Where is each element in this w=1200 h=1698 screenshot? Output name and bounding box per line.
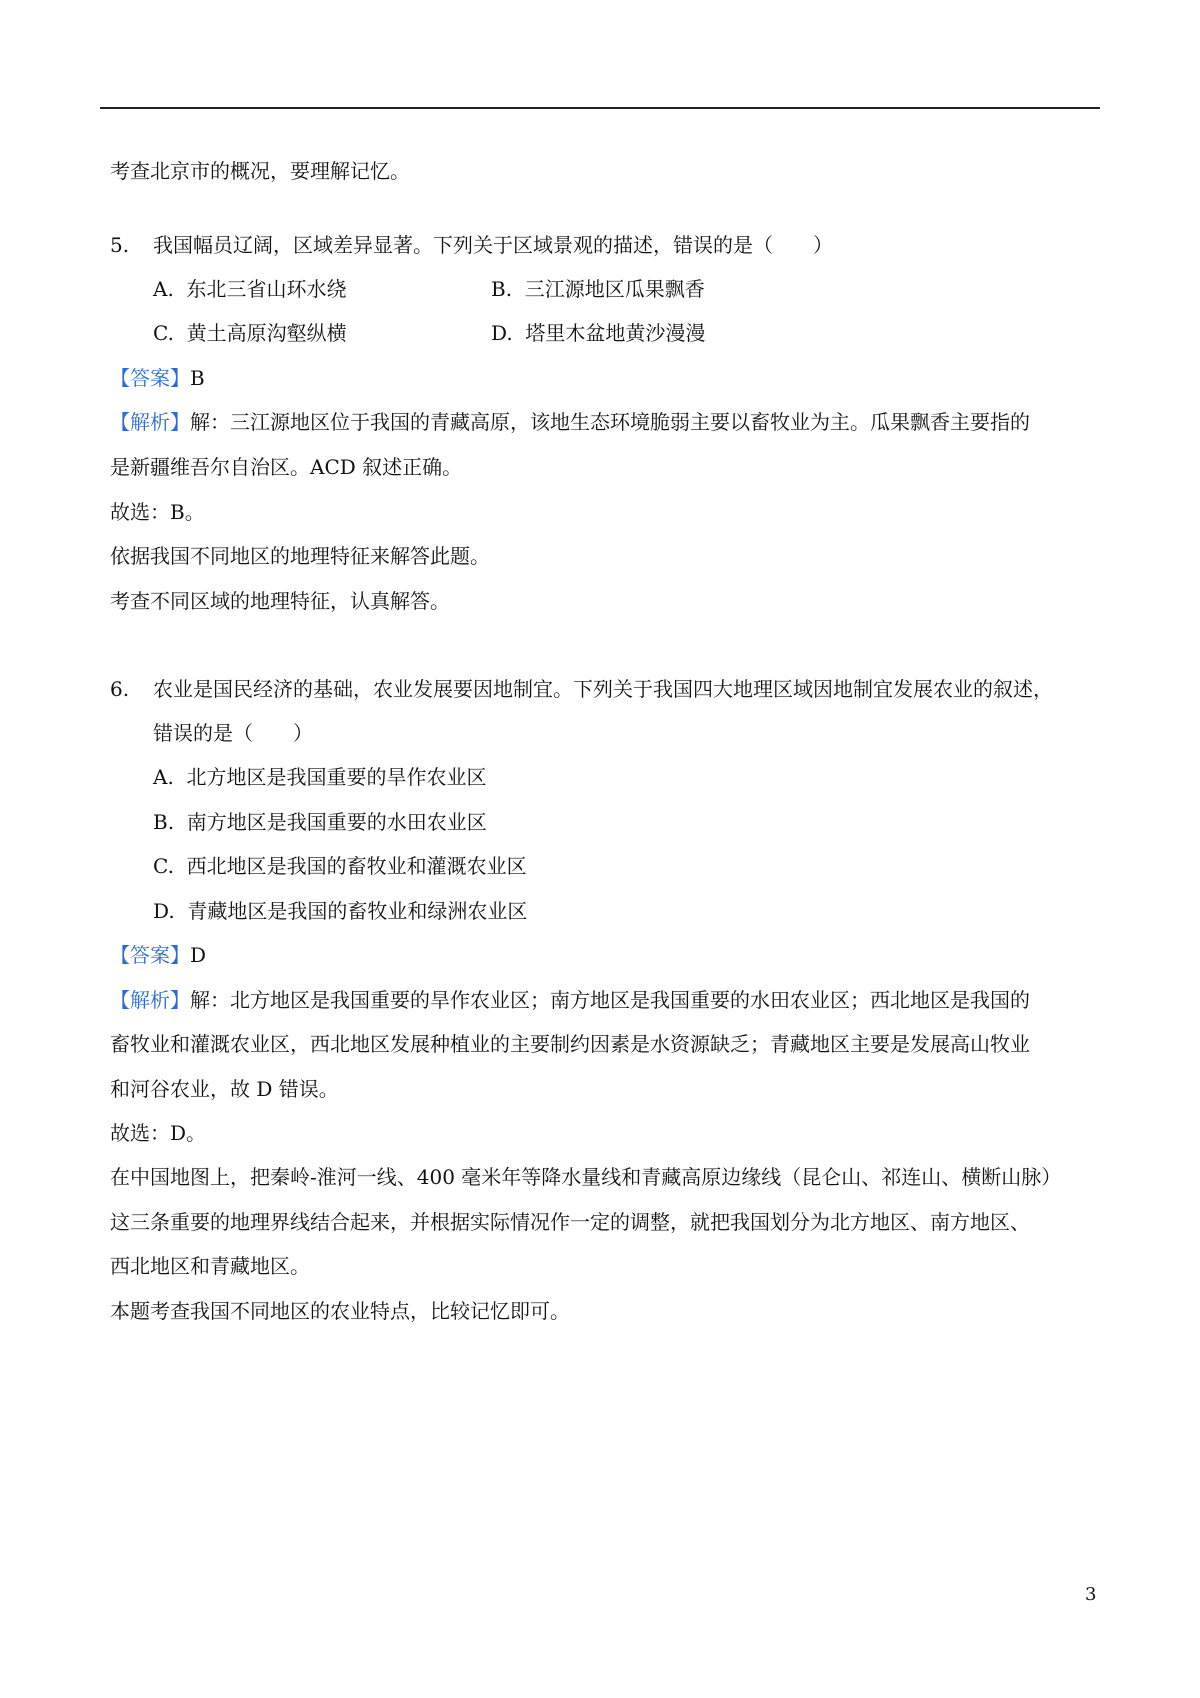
q5-answer-value: B [190,366,205,390]
q5-basis: 依据我国不同地区的地理特征来解答此题。 [110,544,490,568]
q5-answer-tag: 【答案】 [110,366,190,390]
q5-option-c-letter: C. [153,321,174,345]
q6-option-b-letter: B. [153,810,175,834]
q5-option-a [153,276,347,302]
q5-option-d [491,320,705,346]
page-number: 3 [1085,1584,1097,1605]
q6-option-a-letter: A. [153,765,174,789]
q6-analysis-line-3: 和河谷农业，故 D 错误。 [110,1077,339,1101]
q6-number: 6. [110,677,130,701]
q6-option-d [153,898,527,924]
q6-analysis-line-1 [110,987,1030,1013]
q6-analysis-line-2: 畜牧业和灌溉农业区，西北地区发展种植业的主要制约因素是水资源缺乏；青藏地区主要是发展高山牧业 [110,1032,1030,1056]
q5-analysis-tag: 【解析】 [110,410,190,434]
q5-option-c-text: 黄土高原沟壑纵横 [186,321,347,345]
q6-option-c [153,853,527,879]
q6-choose: 故选：D。 [110,1121,207,1145]
q6-option-c-letter: C. [153,854,174,878]
q6-stem-line-1: 农业是国民经济的基础，农业发展要因地制宜。下列关于我国四大地理区域因地制宜发展农业的叙述， [153,677,1053,701]
q6-option-c-text: 西北地区是我国的畜牧业和灌溉农业区 [186,854,527,878]
q6-answer-tag: 【答案】 [110,943,190,967]
q5-stem: 我国幅员辽阔，区域差异显著。下列关于区域景观的描述，错误的是（ ） [153,233,833,257]
q6-option-d-text: 青藏地区是我国的畜牧业和绿洲农业区 [187,899,528,923]
q6-review: 本题考查我国不同地区的农业特点，比较记忆即可。 [110,1299,570,1323]
q5-option-b-text: 三江源地区瓜果飘香 [524,277,705,301]
q5-option-d-letter: D. [491,321,513,345]
q5-option-b-letter: B. [491,277,513,301]
q6-option-b [153,809,487,835]
q6-stem-line-2: 错误的是（ ） [153,721,313,745]
q6-option-a [153,764,487,790]
q6-option-d-letter: D. [153,899,175,923]
previous-review-note: 考查北京市的概况，要理解记忆。 [110,159,410,183]
q5-analysis-line-1 [110,409,1030,435]
q5-number: 5. [110,233,130,257]
q5-option-c [153,320,347,346]
q6-option-b-text: 南方地区是我国重要的水田农业区 [186,810,487,834]
q6-analysis-text-1: 解：北方地区是我国重要的旱作农业区；南方地区是我国重要的水田农业区；西北地区是我国的 [190,988,1030,1012]
q5-option-a-text: 东北三省山环水绕 [186,277,347,301]
q6-basis-line-2: 这三条重要的地理界线结合起来，并根据实际情况作一定的调整，就把我国划分为北方地区、南方地区、 [110,1210,1030,1234]
q6-option-a-text: 北方地区是我国重要的旱作农业区 [186,765,487,789]
q6-answer [110,942,206,968]
q6-basis-line-3: 西北地区和青藏地区。 [110,1254,310,1278]
q6-answer-value: D [190,943,207,967]
q5-choose: 故选：B。 [110,500,205,524]
q5-option-d-text: 塔里木盆地黄沙漫漫 [525,321,706,345]
q6-basis-line-1: 在中国地图上，把秦岭-淮河一线、400 毫米年等降水量线和青藏高原边缘线（昆仑山、祁连山、横断山脉） [110,1165,1062,1189]
q5-option-a-letter: A. [153,277,174,301]
q5-review: 考查不同区域的地理特征，认真解答。 [110,589,450,613]
q6-analysis-tag: 【解析】 [110,988,190,1012]
q5-answer [110,365,205,391]
header-rule [100,107,1100,109]
q5-option-b [491,276,705,302]
q5-analysis-text-1: 解：三江源地区位于我国的青藏高原，该地生态环境脆弱主要以畜牧业为主。瓜果飘香主要指的 [190,410,1030,434]
q5-analysis-line-2: 是新疆维吾尔自治区。ACD 叙述正确。 [110,455,463,479]
